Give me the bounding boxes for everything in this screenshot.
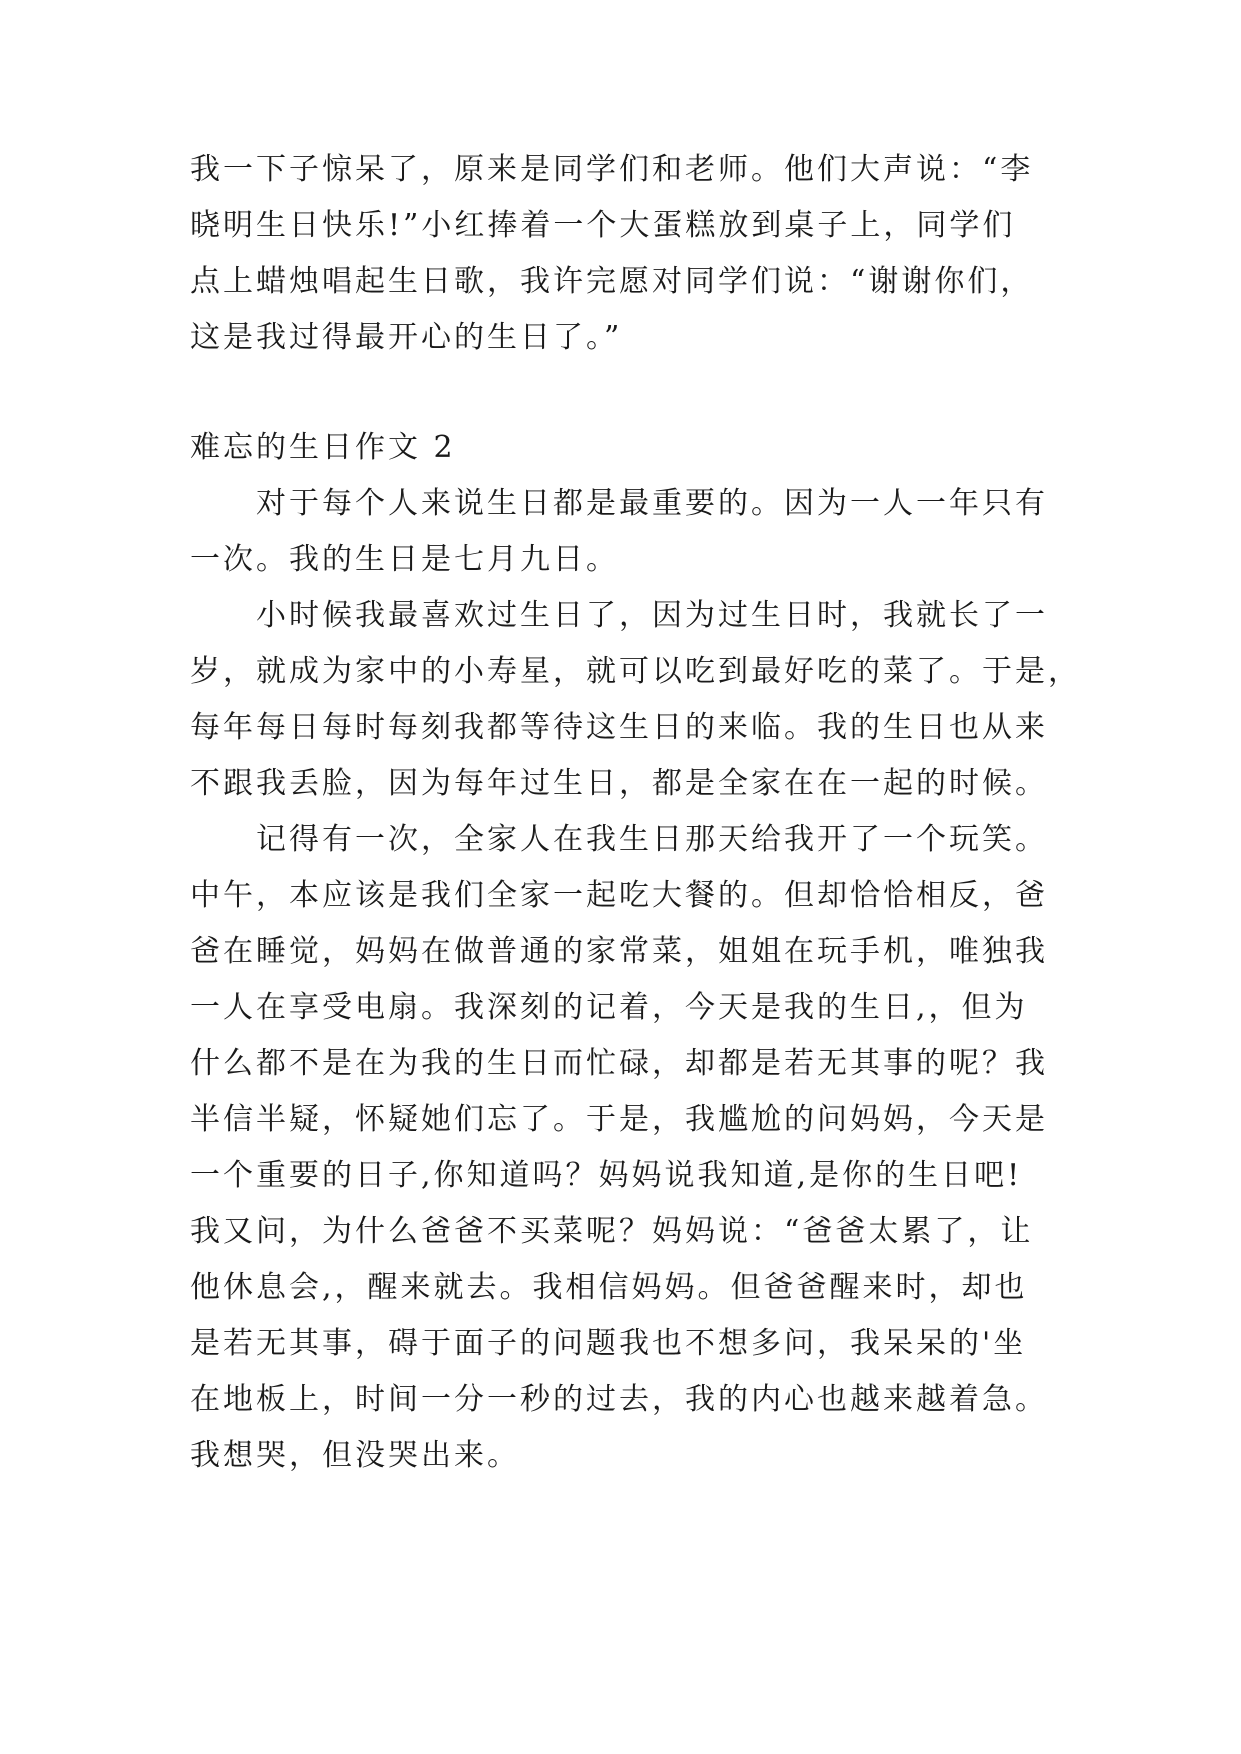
text-line: 岁，就成为家中的小寿星，就可以吃到最好吃的菜了。于是， (190, 654, 1081, 689)
text-line: 什么都不是在为我的生日而忙碌，却都是若无其事的呢？我 (190, 1046, 1048, 1081)
paragraph-first-line: 小时候我最喜欢过生日了，因为过生日时，我就长了一 (256, 598, 1048, 633)
text-line: 爸在睡觉，妈妈在做普通的家常菜，姐姐在玩手机，唯独我 (190, 934, 1048, 969)
paragraph-first-line: 记得有一次，全家人在我生日那天给我开了一个玩笑。 (256, 822, 1048, 857)
text-line: 每年每日每时每刻我都等待这生日的来临。我的生日也从来 (190, 710, 1048, 745)
paragraph-first-line: 对于每个人来说生日都是最重要的。因为一人一年只有 (256, 486, 1048, 521)
text-line: 在地板上，时间一分一秒的过去，我的内心也越来越着急。 (190, 1382, 1048, 1417)
text-line: 他休息会,，醒来就去。我相信妈妈。但爸爸醒来时，却也 (190, 1270, 1028, 1305)
text-line: 我又问，为什么爸爸不买菜呢？妈妈说：“爸爸太累了，让 (190, 1214, 1034, 1249)
text-line: 点上蜡烛唱起生日歌，我许完愿对同学们说：“谢谢你们， (190, 264, 1034, 299)
text-line: 半信半疑，怀疑她们忘了。于是，我尴尬的问妈妈，今天是 (190, 1102, 1048, 1137)
text-line: 一个重要的日子,你知道吗？妈妈说我知道,是你的生日吧! (190, 1158, 1023, 1193)
text-line: 晓明生日快乐!”小红捧着一个大蛋糕放到桌子上，同学们 (190, 208, 1016, 243)
text-line: 我想哭，但没哭出来。 (190, 1438, 520, 1473)
text-line: 我一下子惊呆了，原来是同学们和老师。他们大声说：“李 (190, 152, 1034, 187)
text-line: 是若无其事，碍于面子的问题我也不想多问，我呆呆的'坐 (190, 1326, 1027, 1361)
section-heading: 难忘的生日作文 2 (190, 430, 456, 465)
text-line: 不跟我丢脸，因为每年过生日，都是全家在在一起的时候。 (190, 766, 1048, 801)
text-line: 中午，本应该是我们全家一起吃大餐的。但却恰恰相反，爸 (190, 878, 1048, 913)
text-line: 一次。我的生日是七月九日。 (190, 542, 619, 577)
text-line: 一人在享受电扇。我深刻的记着，今天是我的生日,，但为 (190, 990, 1028, 1025)
text-line: 这是我过得最开心的生日了。” (190, 320, 623, 355)
